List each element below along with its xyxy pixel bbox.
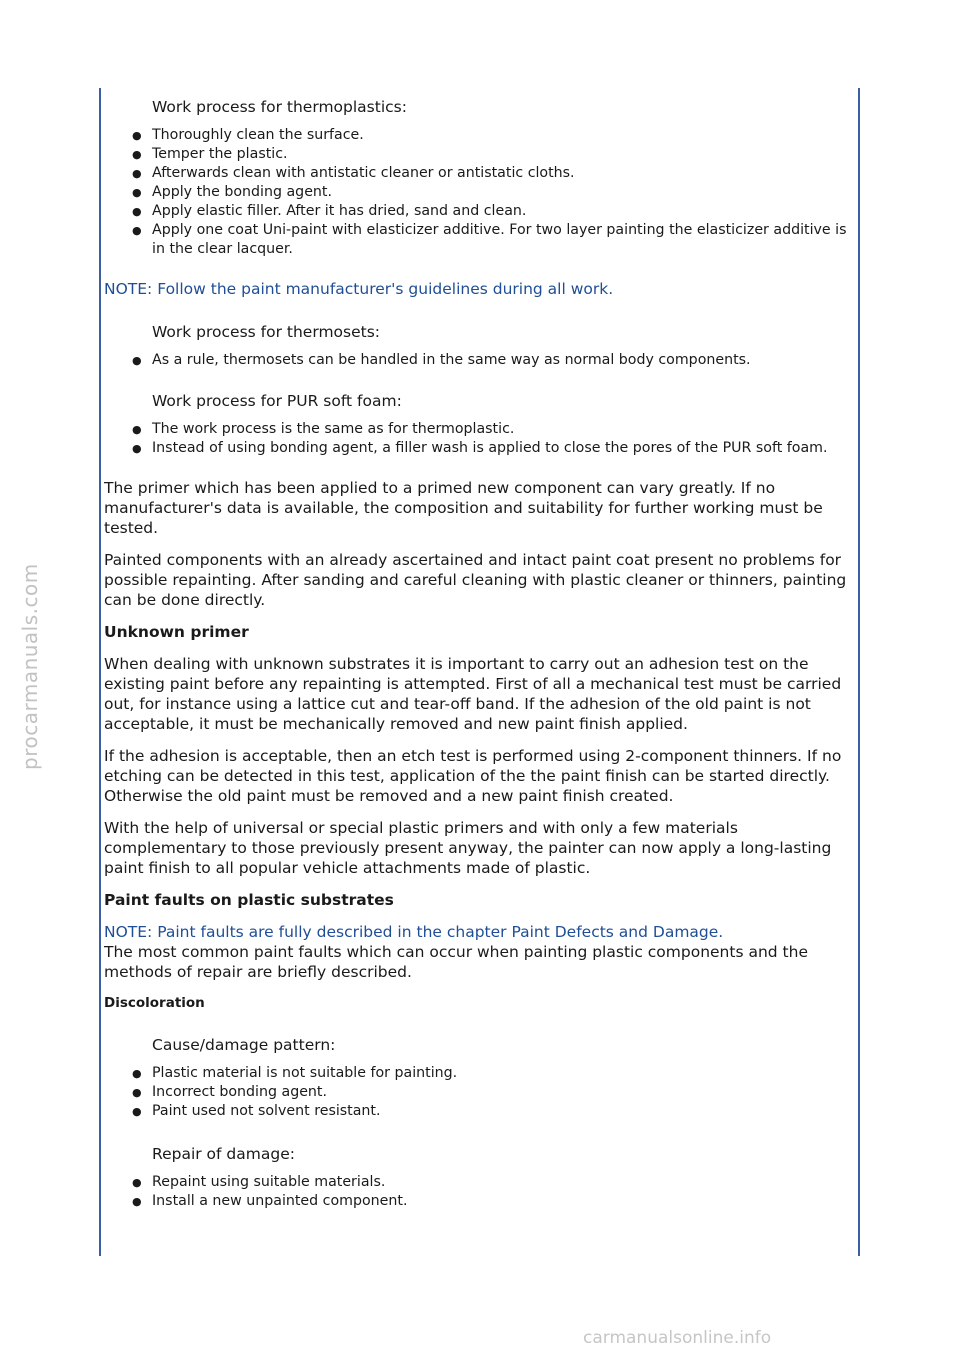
- paragraph-universal-primers: With the help of universal or special plastic primers and with only a few materials complementary to those previously present anyway, the painter can now apply a long-lasting paint finish to all popular vehicle attachments made of plastic.: [104, 819, 832, 877]
- cause-heading: Cause/damage pattern:: [152, 1036, 336, 1054]
- side-watermark: procarmanuals.com: [18, 563, 42, 770]
- list-item: ● Incorrect bonding agent.: [152, 1083, 856, 1102]
- paragraph-paint-faults: The most common paint faults which can occur when painting plastic components and the methods of repair are briefly described.: [104, 943, 808, 981]
- list-item: ● Thoroughly clean the surface.: [152, 126, 856, 145]
- list-item: ● Afterwards clean with antistatic cleaner or antistatic cloths.: [152, 164, 856, 183]
- list-item: ● Repaint using suitable materials.: [152, 1173, 856, 1192]
- pur-list: [104, 420, 856, 458]
- thermoplastics-list: [104, 126, 856, 259]
- list-item: ● Apply elastic filler. After it has dried, sand and clean.: [152, 202, 856, 221]
- list-item: ● Instead of using bonding agent, a filler wash is applied to close the pores of the PUR soft foam.: [152, 439, 856, 458]
- list-item: ● Paint used not solvent resistant.: [152, 1102, 856, 1121]
- pur-heading: Work process for PUR soft foam:: [152, 392, 402, 410]
- cause-list: [104, 1064, 856, 1121]
- list-item: ● The work process is the same as for thermoplastic.: [152, 420, 856, 439]
- thermoplastics-heading: Work process for thermoplastics:: [152, 98, 407, 116]
- list-item: ● Install a new unpainted component.: [152, 1192, 856, 1211]
- discoloration-heading: Discoloration: [104, 995, 205, 1011]
- bottom-watermark: carmanualsonline.info: [583, 1328, 772, 1348]
- paint-faults-heading: Paint faults on plastic substrates: [104, 891, 394, 909]
- paragraph-adhesion-test: When dealing with unknown substrates it is important to carry out an adhesion test on the existing paint before any repainting is attempted. First of all a mechanical test must be carried out, for instance using a lattice cut and tear-off band. If the adhesion of the old paint is not acceptable, it must be mechanically removed and new paint finish applied.: [104, 655, 842, 733]
- repair-list: [104, 1173, 856, 1211]
- list-item: ● Temper the plastic.: [152, 145, 856, 164]
- thermosets-list: [104, 351, 856, 370]
- right-margin-rule: [858, 88, 860, 1256]
- repair-heading: Repair of damage:: [152, 1145, 295, 1163]
- list-item: ● Apply one coat Uni-paint with elasticizer additive. For two layer painting the elasticizer additive is in the clear lacquer.: [152, 221, 856, 259]
- thermosets-heading: Work process for thermosets:: [152, 323, 381, 341]
- paragraph-primer: The primer which has been applied to a primed new component can vary greatly. If no manufacturer's data is available, the composition and suitability for further working must be tested.: [104, 479, 823, 537]
- unknown-primer-heading: Unknown primer: [104, 623, 249, 641]
- left-margin-rule: [99, 88, 101, 1256]
- note-paint-faults: NOTE: Paint faults are fully described in the chapter Paint Defects and Damage.: [104, 923, 724, 941]
- paragraph-etch-test: If the adhesion is acceptable, then an etch test is performed using 2-component thinners. If no etching can be detected in this test, application of the the paint finish can be started directly. Otherwise the old paint must be removed and a new paint finish created.: [104, 747, 842, 805]
- note-manufacturer: NOTE: Follow the paint manufacturer's guidelines during all work.: [104, 280, 614, 298]
- list-item: ● As a rule, thermosets can be handled in the same way as normal body components.: [152, 351, 856, 370]
- list-item: ● Apply the bonding agent.: [152, 183, 856, 202]
- paragraph-painted: Painted components with an already ascertained and intact paint coat present no problems for possible repainting. After sanding and careful cleaning with plastic cleaner or thinners, painting can be done directly.: [104, 551, 847, 609]
- list-item: ● Plastic material is not suitable for painting.: [152, 1064, 856, 1083]
- document-body: [104, 96, 856, 1211]
